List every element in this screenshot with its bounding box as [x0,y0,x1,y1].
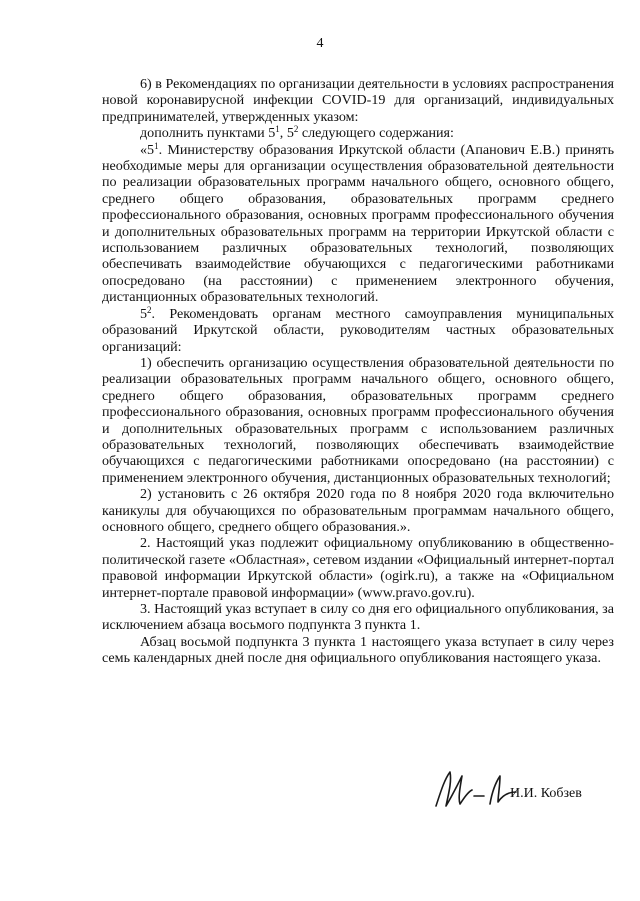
signer-name: И.И. Кобзев [510,786,582,801]
handwritten-signature [430,766,520,812]
paragraph-final-clause: Абзац восьмой подпункта 3 пункта 1 настоящего указа вступает в силу через семь календарных дней после дня официального опубликования настоящего указа. [102,633,614,667]
page-number: 4 [316,36,324,51]
paragraph-point-5-2: $5^2$. Рекомендовать органам местного самоуправления муниципальных образований Иркутской области, руководителям частных образовательных организаций: [102,304,614,355]
document-body [102,76,614,667]
signature-block [430,772,630,812]
paragraph-item-6: 6) в Рекомендациях по организации деятельности в условиях распространения новой коронавирусной инфекции COVID-19 для организаций, индивидуальных предпринимателей, утвержденных указом: [102,76,614,125]
paragraph-point-5-1: «$5^1$. Министерству образования Иркутской области (Апанович Е.В.) принять необходимые меры для организации осуществления образовательной деятельности по реализации образовательных программ начального общего, основного общего, среднего общего образования, образовательных программ среднего профессионального образования, основных программ профессионального обучения и дополнительных образовательных программ на территории Иркутской области с использованием различных образовательных технологий, позволяющих обеспечивать взаимодействие обучающихся с педагогическими работниками опосредовано (на расстоянии) с применением электронного обучения, дистанционных образовательных технологий. [102,140,614,306]
paragraph-subpoint-1: 1) обеспечить организацию осуществления образовательной деятельности по реализации образовательных программ начального общего, основного общего, среднего общего образования, образовательных программ среднего профессионального образования, основных программ профессионального обучения и дополнительных образовательных программ с использованием различных образовательных технологий, позволяющих обеспечивать взаимодействие обучающихся с педагогическими работниками опосредовано (на расстоянии) с применением электронного обучения, дистанционных образовательных технологий; [102,354,614,486]
paragraph-subpoint-2: 2) установить с 26 октября 2020 года по 8 ноября 2020 года включительно каникулы для обучающихся по образовательным программам начального общего, основного общего, среднего общего образования.». [102,486,614,535]
paragraph-item-3-effective: 3. Настоящий указ вступает в силу со дня его официального опубликования, за исключением абзаца восьмого подпункта 3 пункта 1. [102,601,614,634]
paragraph-item-2-publication: 2. Настоящий указ подлежит официальному опубликованию в общественно-политической газете «Областная», сетевом издании «Официальный интернет-портал правовой информации Иркутской области» (ogirk.ru), а также на «Официальном интернет-портале правовой информации» (www.pravo.gov.ru). [102,535,614,601]
paragraph-add-points: дополнить пунктами $5^1$, $5^2$ следующего содержания: [140,124,454,142]
